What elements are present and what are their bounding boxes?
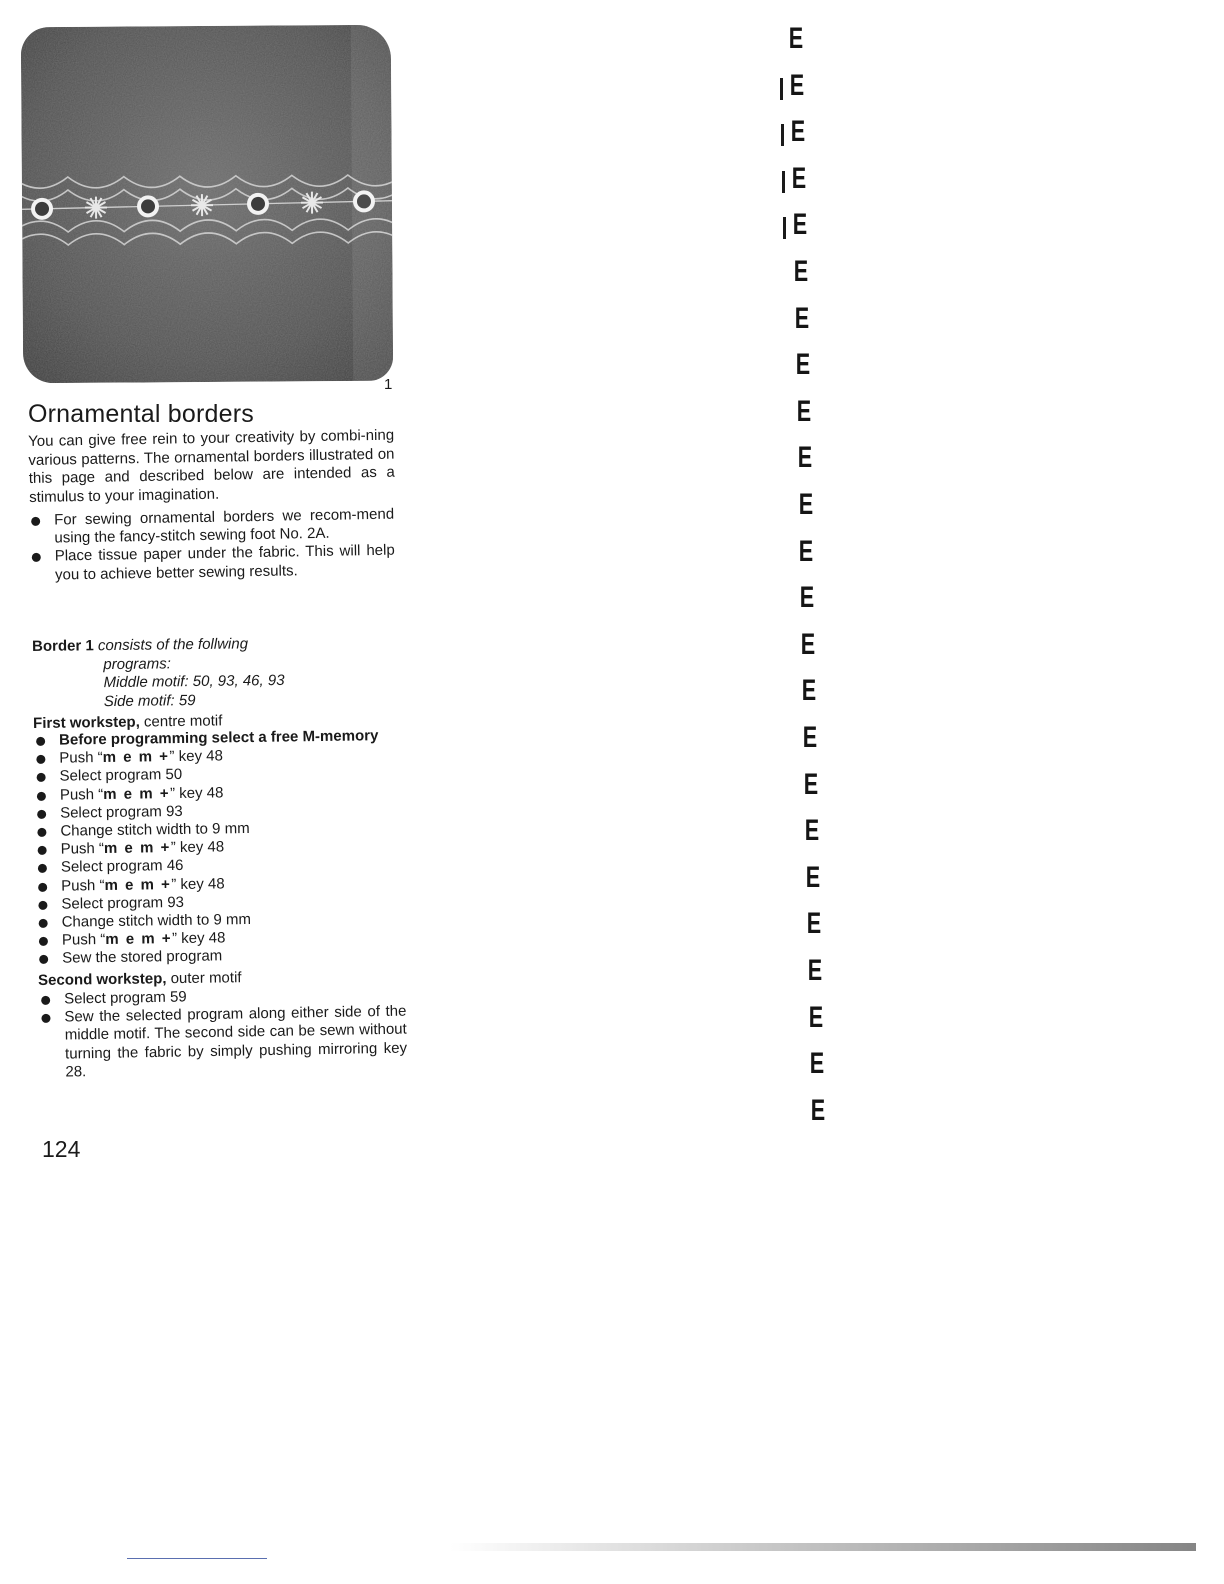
programs-label: programs: bbox=[103, 654, 171, 673]
list-item: Change stitch width to 9 mm bbox=[36, 909, 416, 933]
section-tab-letter: E bbox=[803, 721, 818, 754]
section-tab-letter: E bbox=[808, 1000, 824, 1034]
section-tab-letter: E bbox=[795, 348, 810, 382]
ornamental-border-photo-icon bbox=[21, 25, 393, 384]
first-workstep-sub: centre motif bbox=[139, 712, 223, 731]
tab-edge-mark bbox=[780, 78, 783, 100]
list-item: Push “m e m +” key 48 bbox=[36, 927, 416, 951]
intro-bullet-list bbox=[28, 506, 395, 585]
border-label: Border 1 bbox=[32, 637, 94, 655]
section-tab-letter: E bbox=[789, 68, 805, 102]
list-item: Place tissue paper under the fabric. This will help you to achieve better sewing results. bbox=[29, 542, 396, 585]
key-name: m e m + bbox=[105, 930, 173, 949]
list-item: Sew the selected program along either side of the middle motif. The second side can be sewn without turning the fabric by simply pushing mirroring key 28. bbox=[38, 1003, 407, 1082]
section-tab-letter: E bbox=[807, 954, 823, 987]
list-item: For sewing ornamental borders we recom-mend using the fancy-stitch sewing foot No. 2A. bbox=[28, 506, 395, 549]
section-tab-letter: E bbox=[792, 208, 808, 242]
key-name: m e m + bbox=[103, 784, 171, 803]
intro-paragraph: You can give free rein to your creativity by combi-ning various patterns. The ornamental borders illustrated on this page and described below are intended as a stimulus to your imagination. bbox=[28, 426, 395, 506]
tab-edge-mark bbox=[782, 171, 785, 193]
section-tab-letter: E bbox=[798, 488, 813, 521]
section-tab-letter: E bbox=[805, 860, 821, 894]
border-1-header bbox=[32, 635, 285, 712]
section-tab-letter: E bbox=[799, 534, 814, 568]
list-item: Sew the stored program bbox=[36, 945, 416, 969]
page-number: 124 bbox=[42, 1136, 81, 1162]
list-item: Select program 46 bbox=[35, 854, 415, 878]
figure-number: 1 bbox=[384, 376, 393, 393]
section-tab-letter: E bbox=[791, 161, 807, 195]
first-workstep-label: First workstep, bbox=[33, 713, 140, 732]
list-item: Select program 59 bbox=[38, 985, 406, 1010]
section-tab-letter: E bbox=[803, 767, 819, 801]
key-name: m e m + bbox=[103, 839, 171, 858]
list-item: Select program 93 bbox=[34, 799, 414, 823]
list-item: Select program 50 bbox=[34, 763, 414, 787]
key-name: m e m + bbox=[102, 748, 170, 767]
list-item: Push “m e m +” key 48 bbox=[34, 781, 414, 805]
tab-edge-mark bbox=[783, 217, 786, 239]
ring-motif bbox=[139, 197, 157, 215]
section-tab-letter: E bbox=[809, 1047, 825, 1081]
section-tab-letter: E bbox=[806, 907, 822, 941]
side-motif: Side motif: 59 bbox=[103, 691, 196, 710]
tab-edge-mark bbox=[781, 124, 784, 146]
second-workstep-heading bbox=[38, 969, 242, 989]
list-item: Select program 93 bbox=[35, 891, 415, 915]
list-item: Push “m e m +” key 48 bbox=[35, 836, 415, 860]
first-workstep-list bbox=[33, 727, 416, 969]
ring-motif bbox=[33, 200, 51, 218]
section-tab-letter: E bbox=[801, 627, 816, 661]
key-name: m e m + bbox=[104, 875, 172, 894]
ornamental-border-photo bbox=[21, 25, 393, 384]
bottom-rule bbox=[127, 1558, 267, 1559]
section-tab-letter: E bbox=[800, 581, 815, 615]
list-item: Push “m e m +” key 48 bbox=[35, 872, 415, 896]
section-tab-letter: E bbox=[810, 1093, 826, 1127]
section-tab-letter: E bbox=[796, 394, 811, 428]
section-tab-letter: E bbox=[797, 441, 812, 475]
list-item: Before programming select a free M-memory bbox=[33, 727, 413, 751]
second-workstep-list bbox=[38, 985, 408, 1082]
section-tab-letter: E bbox=[790, 115, 806, 149]
section-tab-letter: E bbox=[802, 674, 817, 708]
second-workstep-label: Second workstep, bbox=[38, 970, 167, 989]
scan-edge-shadow bbox=[450, 1543, 1196, 1551]
border-text: consists of the follwing bbox=[93, 635, 249, 655]
middle-motif: Middle motif: 50, 93, 46, 93 bbox=[103, 671, 285, 692]
list-item: Change stitch width to 9 mm bbox=[34, 818, 414, 842]
second-workstep-sub: outer motif bbox=[166, 969, 242, 988]
ring-motif bbox=[249, 195, 267, 213]
section-tab-letter: E bbox=[788, 22, 804, 55]
section-tab-letter: E bbox=[804, 814, 820, 848]
section-tab-letter: E bbox=[794, 301, 809, 335]
section-tab-letter: E bbox=[793, 255, 808, 288]
list-item: Push “m e m +” key 48 bbox=[33, 745, 413, 769]
page-title: Ornamental borders bbox=[28, 400, 254, 428]
